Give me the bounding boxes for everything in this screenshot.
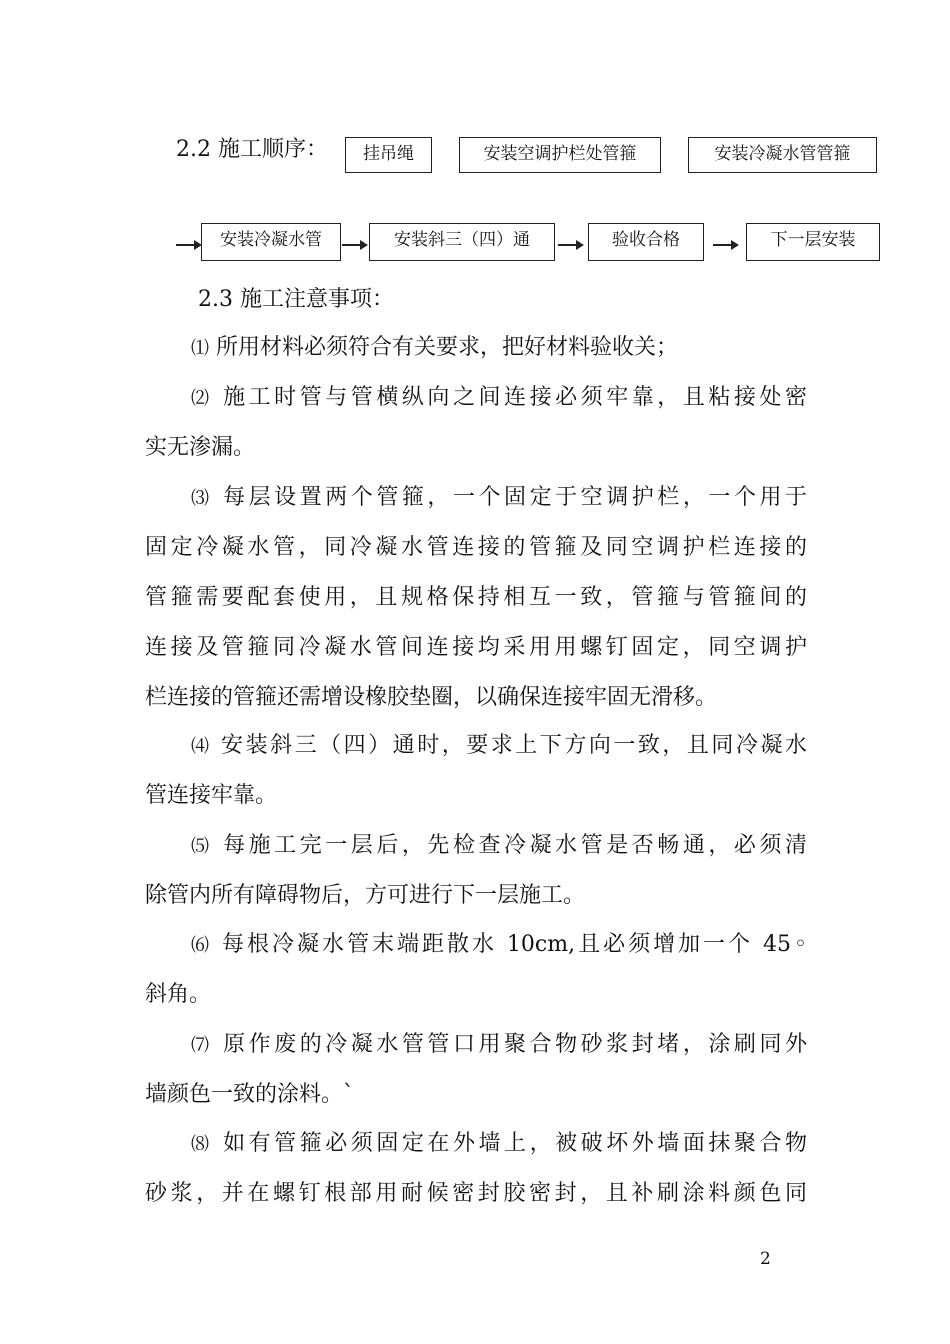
flow-box-hang-rope: 挂吊绳 xyxy=(345,137,432,173)
item-2: ⑵ 施工时管与管横纵向之间连接必须牢靠，且粘接处密 实无渗漏。 xyxy=(145,385,807,460)
flow-box-ac-rail-clamp: 安装空调护栏处管箍 xyxy=(459,137,661,173)
item-4: ⑷ 安装斜三（四）通时，要求上下方向一致，且同冷凝水 管连接牢靠。 xyxy=(145,733,807,808)
flow-box-inspection: 验收合格 xyxy=(588,223,704,261)
flow-box-pipe-clamp: 安装冷凝水管管箍 xyxy=(688,137,877,173)
item-7: ⑺ 原作废的冷凝水管管口用聚合物砂浆封堵，涂刷同外 墙颜色一致的涂料。` xyxy=(145,1032,807,1107)
flow-box-tee-fitting: 安装斜三（四）通 xyxy=(369,223,555,261)
flow-arrow-icon xyxy=(713,238,739,252)
heading-2-2: 2.2 施工顺序： xyxy=(176,137,328,162)
flow-arrow-icon xyxy=(176,238,202,252)
item-8: ⑻ 如有管箍必须固定在外墙上，被破坏外墙面抹聚合物 砂浆，并在螺钉根部用耐候密封胶密封，且补刷涂料颜色同 xyxy=(145,1131,807,1206)
flow-arrow-icon xyxy=(342,238,368,252)
item-5: ⑸ 每施工完一层后，先检查冷凝水管是否畅通，必须清 除管内所有障碍物后，方可进行下一层施工。 xyxy=(145,833,807,908)
item-3: ⑶ 每层设置两个管箍，一个固定于空调护栏，一个用于 固定冷凝水管，同冷凝水管连接的管箍及同空调护栏连接的 管箍需要配套使用，且规格保持相互一致，管箍与管箍间的 连接及管箍同冷凝水管间连接均采用用螺钉固定，同空调护 栏连接的管箍还需增设橡胶垫圈，以确保连接牢固无滑移。 xyxy=(145,485,807,710)
flow-box-next-floor: 下一层安装 xyxy=(746,223,880,261)
item-1: ⑴ 所用材料必须符合有关要求，把好材料验收关； xyxy=(191,335,679,360)
item-6: ⑹ 每根冷凝水管末端距散水 10cm,且必须增加一个 45◦ 斜角。 xyxy=(145,932,807,1007)
flow-arrow-icon xyxy=(558,238,584,252)
flow-box-condensate-pipe: 安装冷凝水管 xyxy=(201,223,341,261)
heading-2-3: 2.3 施工注意事项： xyxy=(198,287,394,312)
page-number: 2 xyxy=(760,1249,771,1269)
